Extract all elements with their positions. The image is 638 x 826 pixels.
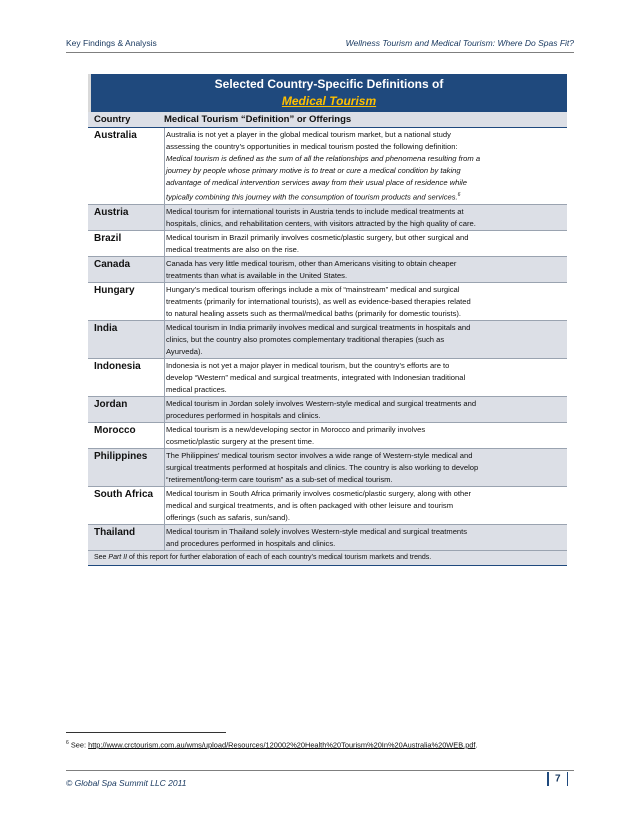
running-header-left: Key Findings & Analysis [66,38,157,48]
country-cell: India [94,322,118,334]
definition-line: The Philippines’ medical tourism sector involves a wide range of Western-style medical and [166,450,473,460]
definition-line: Medical tourism in Brazil primarily involves cosmetic/plastic surgery, but other surgical and [166,232,469,242]
table-row [88,205,567,231]
table-row [88,231,567,257]
definition-line: develop “Western” medical and surgical treatments, integrated with Indonesian traditional [166,372,466,382]
definition-line: surgical treatments performed at hospitals and clinics. The country is also working to develop [166,462,479,472]
table-title-line1: Selected Country-Specific Definitions of [214,77,444,91]
country-cell: Canada [94,258,131,270]
footnote-link[interactable]: http://www.crctourism.com.au/wms/upload/Resources/120002%20Health%20Tourism%20In%20Australia%20WEB.pdf [88,740,476,750]
table-row [88,449,567,487]
definition-line: cosmetic/plastic surgery at the present time. [166,436,315,446]
footnote-rule [66,732,226,733]
table-body [88,128,567,551]
running-header-right: Wellness Tourism and Medical Tourism: Where Do Spas Fit? [345,38,574,48]
footnote-prefix: See: [68,740,89,750]
definition-line: clinics, but the country also promotes complementary traditional therapies (such as [166,334,445,344]
definition-cell [164,525,567,550]
definition-cell [164,449,567,486]
definition-line: offerings (such as safaris, sun/sand). [166,512,290,522]
definition-line: Medical tourism in Jordan solely involves Western-style medical and surgical treatments and [166,398,477,408]
definition-line: Hungary’s medical tourism offerings include a mix of “mainstream” medical and surgical [166,284,460,294]
definition-line: Medical tourism in South Africa primarily involves cosmetic/plastic surgery, along with other [166,488,471,498]
definition-line: Medical tourism for international tourists in Austria tends to include medical treatments at [166,206,464,216]
definition-line: hospitals, clinics, and rehabilitation centers, with visitors attracted by the high quality of care. [166,218,476,228]
definition-quote-text: advantage of medical intervention services away from their usual place of residence while [166,178,467,187]
table-row [88,525,567,551]
note-prefix: See [94,553,109,561]
definition-cell [164,257,567,282]
table-row [88,257,567,283]
definition-line: Medical tourism in Thailand solely involves Western-style medical and surgical treatments [166,526,468,536]
page-bar-left [547,772,549,786]
definition-quote-line [166,153,563,165]
page-bar-right [567,772,569,786]
header-rule [66,52,574,53]
country-cell: Indonesia [94,360,141,372]
definitions-table [88,74,567,566]
table-title-line2: Medical Tourism [281,94,377,108]
table-row [88,359,567,397]
country-cell: Morocco [94,424,136,436]
country-cell: Australia [94,130,137,141]
footnote-ref: 6 [457,192,461,198]
definition-line: Medical tourism is a new/developing sector in Morocco and primarily involves [166,424,426,434]
definition-line: Ayurveda). [166,346,203,356]
country-cell: Philippines [94,450,148,462]
definition-cell [164,487,567,524]
definition-line: medical practices. [166,384,227,394]
column-country: Country [94,114,131,125]
definition-line: “retirement/long-term care tourism” as a sub-set of medical tourism. [166,474,393,484]
definition-line: medical treatments are also on the rise. [166,244,299,254]
country-cell: Thailand [94,526,136,538]
table-title [88,74,567,112]
page-number-text: 7 [554,773,561,785]
definition-line: treatments (primarily for international tourists), as well as evidence-based therapies related [166,296,471,306]
definition-quote-text: typically combining this journey with the consumption of tourism products and services. [166,192,458,202]
table-row [88,397,567,423]
definition-line: assessing the country’s opportunities in medical tourism posted the following definition: [166,142,458,151]
table-row [88,487,567,525]
definition-cell [164,359,567,396]
definition-line: Australia is not yet a player in the global medical tourism market, but a national study [166,130,451,139]
country-cell: Brazil [94,232,122,244]
note-suffix: of this report for further elaboration of each of each country’s medical tourism markets and trends. [127,553,432,561]
footer-copyright: © Global Spa Summit LLC 2011 [66,778,187,788]
table-row [88,128,567,205]
definition-quote-line [166,165,563,177]
footnote-suffix: . [475,740,478,750]
footnote [66,740,478,749]
definition-line: Indonesia is not yet a major player in medical tourism, but the country’s efforts are to [166,360,450,370]
footnote-number: 6 [66,740,69,746]
page-number [541,772,574,786]
table-row [88,423,567,449]
definition-cell [164,397,567,422]
table-column-header [88,112,567,128]
definition-cell [164,231,567,256]
definition-cell [164,205,567,230]
footer-rule [66,770,574,771]
country-cell: Austria [94,206,129,218]
definition-line: and procedures performed in hospitals and clinics. [166,538,336,548]
definition-cell [164,423,567,448]
table-row [88,321,567,359]
table-note [88,551,567,566]
definition-line: procedures performed in hospitals and clinics. [166,410,321,420]
column-definition: Medical Tourism “Definition” or Offerings [164,114,352,125]
definition-line: medical and surgical treatments, and is often packaged with other leisure and tourism [166,500,454,510]
country-cell: Hungary [94,284,135,296]
definition-quote-line [166,177,563,189]
definition-line: Medical tourism in India primarily involves medical and surgical treatments in hospitals and [166,322,471,332]
definition-line: Canada has very little medical tourism, other than Americans visiting to obtain cheaper [166,258,457,268]
definition-quote-text: Medical tourism is defined as the sum of all the relationships and phenomena resulting from a [166,154,481,163]
note-italic: Part II [108,553,128,561]
table-row [88,283,567,321]
definition-cell [164,321,567,358]
definition-cell [164,128,567,204]
definition-cell [164,283,567,320]
definition-quote-text: journey by people whose primary motive is to treat or cure a medical condition by taking [166,166,461,175]
definition-line: treatments than what is available in the United States. [166,270,348,280]
country-cell: South Africa [94,488,154,500]
definition-line: to natural healing assets such as thermal/medical baths (primarily for domestic tourists). [166,308,462,318]
country-cell: Jordan [94,398,128,410]
definition-quote-line [166,189,563,204]
